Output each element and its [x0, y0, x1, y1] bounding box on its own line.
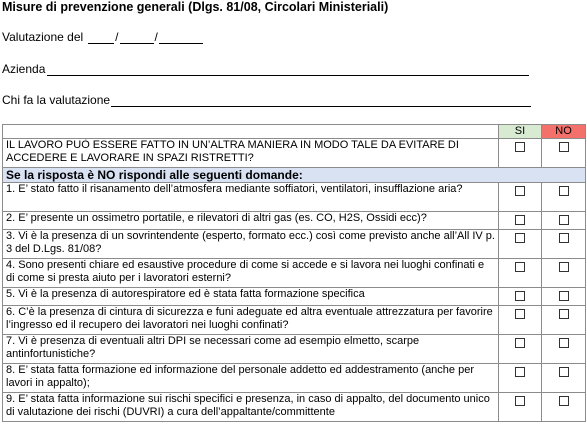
- checkbox-no[interactable]: [559, 396, 569, 406]
- question-text: 8. E’ stata fatta formazione ed informazione del personale addetto ed addestramento (anche per lavori in appalto);: [3, 364, 499, 393]
- questionnaire-table: [2, 124, 586, 422]
- question-text: 5. Vi è la presenza di autorespiratore ed è stata fatta formazione specifica: [3, 288, 499, 306]
- checkbox-si[interactable]: [515, 186, 525, 196]
- date-day-input[interactable]: [88, 31, 114, 44]
- checkbox-no[interactable]: [559, 233, 569, 243]
- table-row: [3, 306, 586, 335]
- checkbox-si[interactable]: [515, 367, 525, 377]
- section-row: [3, 168, 586, 183]
- checkbox-no[interactable]: [559, 291, 569, 301]
- column-header-no: NO: [542, 125, 586, 139]
- azienda-label: Azienda: [2, 62, 46, 76]
- question-text: 3. Vi è la presenza di un sovrintendente (esperto, formato ecc.) così come previsto anche all’All IV p. 3 del D.Lgs. 81/08?: [3, 230, 499, 259]
- checkbox-no[interactable]: [559, 186, 569, 196]
- checkbox-si[interactable]: [515, 309, 525, 319]
- table-row: [3, 259, 586, 288]
- checkbox-no[interactable]: [559, 338, 569, 348]
- checkbox-si[interactable]: [515, 142, 525, 152]
- main-question-text: IL LAVORO PUÒ ESSERE FATTO IN UN’ALTRA MANIERA IN MODO TALE DA EVITARE DI ACCEDERE E LAVORARE IN SPAZI RISTRETTI?: [3, 139, 499, 168]
- valutazione-label: Valutazione del: [2, 30, 84, 44]
- azienda-input[interactable]: [47, 63, 529, 76]
- header-blank-cell: [3, 125, 499, 139]
- header-row: [3, 125, 586, 139]
- chi-input[interactable]: [111, 94, 531, 107]
- table-row: [3, 393, 586, 422]
- checkbox-si[interactable]: [515, 396, 525, 406]
- document-title: Misure di prevenzione generali (Dlgs. 81/08, Circolari Ministeriali): [2, 0, 389, 14]
- azienda-field: [2, 62, 529, 76]
- question-text: 6. C’è la presenza di cintura di sicurezza e funi adeguate ed altra eventuale attrezzatura per favorire l’ingresso ed il recupero dei lavoratori nei luoghi confinati?: [3, 306, 499, 335]
- checkbox-si[interactable]: [515, 215, 525, 225]
- question-text: 9. E’ stata fatta informazione sui rischi specifici e presenza, in caso di appalto, del documento unico di valutazione dei rischi (DUVRI) a cura dell’appaltante/committente: [3, 393, 499, 422]
- checkbox-no[interactable]: [559, 215, 569, 225]
- table-row: [3, 364, 586, 393]
- checkbox-si[interactable]: [515, 262, 525, 272]
- table-row: [3, 288, 586, 306]
- date-separator: /: [115, 30, 119, 44]
- checkbox-no[interactable]: [559, 367, 569, 377]
- checkbox-no[interactable]: [559, 309, 569, 319]
- table-row: [3, 335, 586, 364]
- date-separator: /: [154, 30, 158, 44]
- checkbox-no[interactable]: [559, 142, 569, 152]
- question-text: 1. E’ stato fatto il risanamento dell’atmosfera mediante soffiatori, ventilatori, insufflazione aria?: [3, 183, 499, 212]
- main-question-row: [3, 139, 586, 168]
- table-row: [3, 230, 586, 259]
- chi-fa-valutazione-field: [2, 93, 531, 107]
- checkbox-no[interactable]: [559, 262, 569, 272]
- table-row: [3, 212, 586, 230]
- question-text: 2. E’ presente un ossimetro portatile, e rilevatori di altri gas (es. CO, H2S, Ossidi ecc)?: [3, 212, 499, 230]
- date-month-input[interactable]: [120, 31, 154, 44]
- date-year-input[interactable]: [159, 31, 203, 44]
- valutazione-date-field: [2, 30, 203, 44]
- checkbox-si[interactable]: [515, 291, 525, 301]
- section-heading: Se la risposta è NO rispondi alle seguenti domande:: [3, 168, 586, 183]
- chi-label: Chi fa la valutazione: [2, 93, 111, 107]
- column-header-si: SI: [499, 125, 542, 139]
- checkbox-si[interactable]: [515, 233, 525, 243]
- checkbox-si[interactable]: [515, 338, 525, 348]
- table-row: [3, 183, 586, 212]
- question-text: 4. Sono presenti chiare ed esaustive procedure di come si accede e si lavora nei luoghi confinati e di come si presta aiuto per i lavoratori esterni?: [3, 259, 499, 288]
- question-text: 7. Vi è presenza di eventuali altri DPI se necessari come ad esempio elmetto, scarpe antinfortunistiche?: [3, 335, 499, 364]
